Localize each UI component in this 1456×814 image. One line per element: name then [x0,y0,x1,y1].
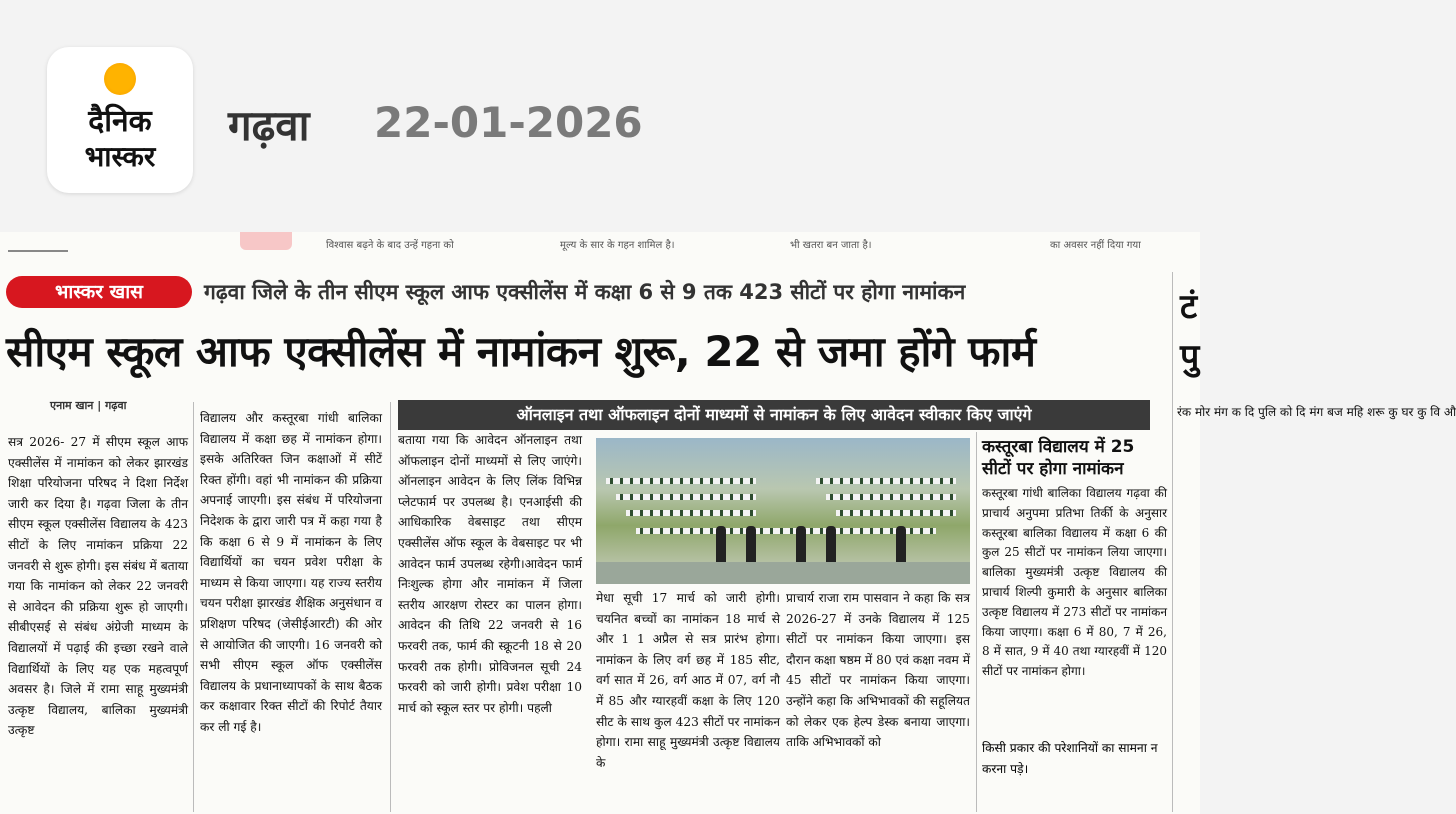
logo-text-line1: दैनिक [88,104,152,139]
share-header [0,0,1200,230]
article-column-4: मेधा सूची 17 मार्च को जारी होगी। चयनित बच्चों का नामांकन 18 मार्च से और 1 1 अप्रैल से सत्र प्रारंभ होगा। नामांकन के लिए वर्ग छह में 185 सीट, वर्ग सात में 26, वर्ग आठ में 07, वर्ग नौ में 85 और ग्यारहवीं कक्षा के लिए 120 सीट के साथ कुल 423 सीटों पर नामांकन होगा। रामा साहू मुख्यमंत्री उत्कृष्ट विद्यालय के [596,591,780,770]
sun-icon [104,63,136,95]
students-assembly-photo [596,438,970,584]
section-banner: ऑनलाइन तथा ऑफलाइन दोनों माध्यमों से नामांकन के लिए आवेदन स्वीकार किए जाएंगे [398,400,1150,430]
sidebar-body: कस्तूरबा गांधी बालिका विद्यालय गढ़वा की प्राचार्य अनुपमा प्रतिभा तिर्की के अनुसार कस्तूरबा बालिका विद्यालय में कक्षा 6 की कुल 25 सीटों पर नामांकन लिया जाएगा। बालिका मुख्यमंत्री उत्कृष्ट विद्यालय की प्राचार्य शिल्पी कुमारी के अनुसार बालिका उत्कृष्ट विद्यालय में 273 सीटों पर नामांकन किया जाएगा। कक्षा 6 में 80, 7 में 26, 8 में सात, 9 में 40 तथा ग्यारहवीं में 120 सीटों पर नामांकन होगा। [982,486,1167,679]
article-column-2: विद्यालय और कस्तूरबा गांधी बालिका विद्यालय में कक्षा छह में नामांकन होगा। इसके अतिरिक्त जिन कक्षाओं में सीटें रिक्त होंगी। वहां भी नामांकन की प्रक्रिया अपनाई जाएगी। इस संबंध में परियोजना निदेशक के द्वारा जारी पत्र में कहा गया है कि कक्षा 6 से 9 में नामांकन के लिए विद्यार्थियों का चयन प्रवेश परीक्षा के माध्यम से किया जाएगा। यह राज्य स्तरीय चयन परीक्षा झारखंड शैक्षिक अनुसंधान व प्रशिक्षण परिषद (जेसीईआरटी) की ओर से आयोजित की जाएगी। 16 जनवरी को सभी सीएम स्कूल ऑफ एक्सीलेंस विद्यालय के प्रधानाध्यापकों के साथ बैठक कर कक्षावार रिक्त सीटों की रिपोर्ट तैयार कर ली गई है। [200,411,382,734]
byline: एनाम खान | गढ़वा [50,399,127,412]
strip-text-4: का अवसर नहीं दिया गया [1050,240,1141,251]
next-article-edge-column: रंक मोर मंग क दि पुलि को दि मंग बज महि शरू कु घर कु वि औ [1177,405,1456,419]
dainik-bhaskar-logo[interactable] [47,47,193,193]
cartoon-fragment [8,232,68,252]
strip-text-1: विश्वास बढ़ने के बाद उन्हें गहना को [326,240,454,251]
newspaper-clipping [0,232,1456,814]
kicker-badge: भास्कर खास [6,276,192,308]
sidebar-headline: कस्तूरबा विद्यालय में 25 सीटों पर होगा नामांकन [982,437,1135,479]
column-divider [390,402,391,812]
article-column-1: सत्र 2026- 27 में सीएम स्कूल आफ एक्सीलेंस में नामांकन को लेकर झारखंड शिक्षा परियोजना परिषद ने दिशा निर्देश जारी कर दिया है। गढ़वा जिला के तीन सीएम स्कूल एक्सीलेंस विद्यालय के 423 सीटों के लिए नामांकन प्रक्रिया 22 जनवरी से शुरू होगी। इस संबंध में बताया गया कि नामांकन को लेकर 22 जनवरी से आवेदन की प्रक्रिया शुरू हो जाएगी। सीबीएसई से संबंध अंग्रेजी माध्यम के विद्यालयों में पढ़ाई की इच्छा रखने वाले विद्यार्थियों के लिए यह एक महत्वपूर्ण अवसर है। जिले में रामा साहू मुख्यमंत्री उत्कृष्ट विद्यालय, बालिका मुख्यमंत्री उत्कृष्ट [8,435,188,738]
article-column-3: बताया गया कि आवेदन ऑनलाइन तथा ऑफलाइन दोनों माध्यमों से लिए जाएंगे।ऑनलाइन आवेदन के लिए लिंक विभिन्न प्लेटफार्म पर उपलब्ध है। एनआईसी की आधिकारिक वेबसाइट तथा सीएम एक्सीलेंस ऑफ स्कूल के वेबसाइट पर भी आवेदन फार्म उपलब्ध रहेगी।आवेदन फार्म निःशुल्क होगा और नामांकन में जिला स्तरीय आरक्षण रोस्टर का पालन होगा। आवेदन की तिथि 22 जनवरी से 16 फरवरी तक, फार्म की स्क्रूटनी 18 से 20 फरवरी तक होगी। प्रोविजनल सूची 24 फरवरी को जारी होगी। प्रवेश परीक्षा 10 मार्च को स्कूल स्तर पर होगी। पहली [398,433,582,715]
strip-text-3: भी खतरा बन जाता है। [790,240,872,251]
article-column-5: प्राचार्य राजा राम पासवान ने कहा कि सत्र 2026-27 में उनके विद्यालय में 125 सीटों पर नामांकन किया जाएगा। इस दौरान कक्षा षष्ठम में 80 एवं कक्षा नवम में 45 सीटों पर नामांकन किया जाएगा। उन्होंने कहा कि अभिभावकों की सहूलियत को लेकर एक हेल्प डेस्क बनाया जाएगा। ताकि अभिभावकों को [786,591,970,750]
logo-text-line2: भास्कर [84,140,156,173]
column-divider [193,402,194,812]
column-divider [1172,272,1173,812]
strip-text-2: मूल्य के सार के गहन शामिल है। [560,240,675,251]
edition-date: 22-01-2026 [374,98,643,147]
cartoon-fragment-2 [240,232,292,250]
city-name: गढ़वा [228,101,310,150]
column-divider [976,432,977,812]
article-subheadline: गढ़वा जिले के तीन सीएम स्कूल आफ एक्सीलेंस में कक्षा 6 से 9 तक 423 सीटों पर होगा नामांकन [204,280,966,304]
sidebar-ending: किसी प्रकार की परेशानियों का सामना न करना पड़े। [982,741,1158,776]
sidebar-story [982,436,1167,812]
article-headline: सीएम स्कूल आफ एक्सीलेंस में नामांकन शुरू, 22 से जमा होंगे फार्म [6,327,1036,376]
next-article-edge-heading: टं पु [1180,287,1200,377]
previous-article-strip [0,232,1200,254]
